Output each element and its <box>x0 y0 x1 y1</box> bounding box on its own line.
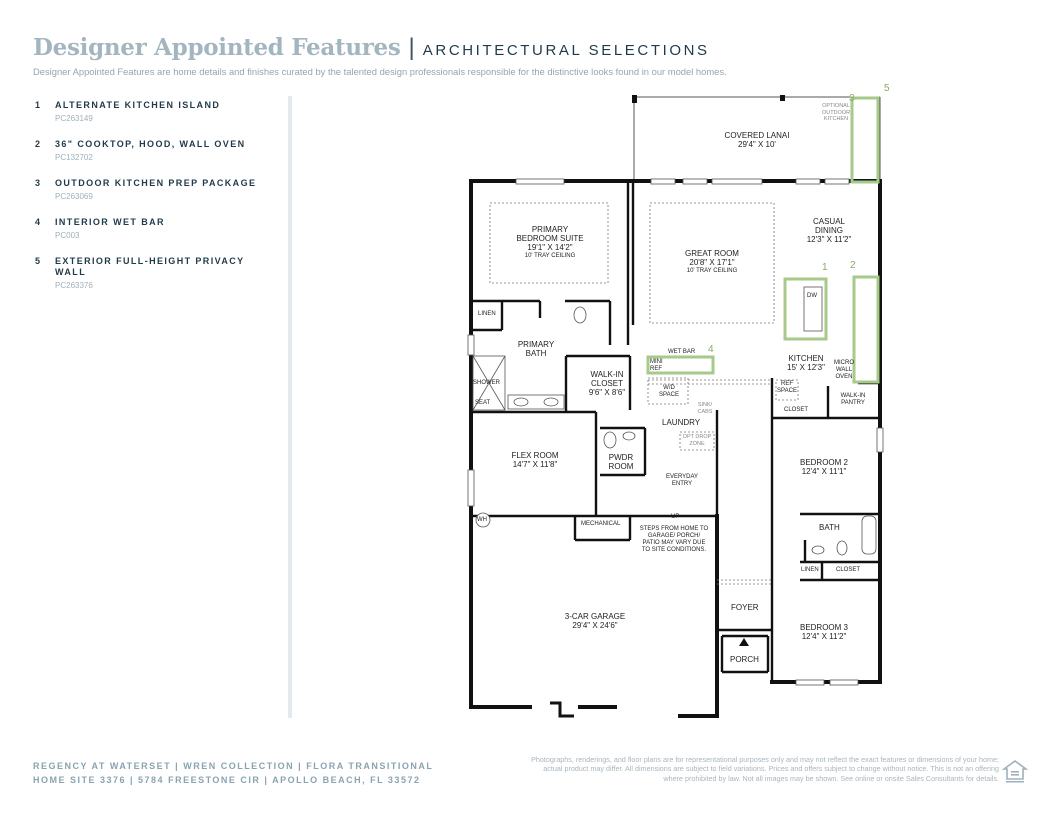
feature-item <box>35 100 265 123</box>
feature-highlights <box>648 98 878 382</box>
page-header <box>33 34 710 62</box>
feature-number: 5 <box>35 256 41 266</box>
up-label: UP <box>671 514 680 520</box>
feature-label: OUTDOOR KITCHEN PREP PACKAGE <box>55 178 257 188</box>
marker-3: 3 <box>849 93 855 104</box>
garage-door-notch <box>550 703 574 716</box>
feature-label: ALTERNATE KITCHEN ISLAND <box>55 100 221 110</box>
powder-room-label: PWDR ROOM <box>608 453 634 471</box>
mini-ref-label: MINI REF <box>650 359 663 372</box>
wet-bar-label: WET BAR <box>668 349 696 355</box>
entry-arrow <box>739 638 749 646</box>
feature-label: EXTERIOR FULL-HEIGHT PRIVACY WALL <box>55 256 245 277</box>
address-line: HOME SITE 3376 | 5784 FREESTONE CIR | APOLLO BEACH, FL 33572 <box>33 775 421 785</box>
lanai-label: COVERED LANAI 29'4" X 10' <box>724 131 790 149</box>
feature-code: PC003 <box>55 231 80 240</box>
ref-space-label: REF SPACE <box>777 381 797 394</box>
wd-space-label: W/D SPACE <box>659 385 679 398</box>
shower-label: SHOWER <box>473 380 500 386</box>
porch-label: PORCH <box>730 655 759 664</box>
foyer-label: FOYER <box>731 603 759 612</box>
feature-number: 4 <box>35 217 41 227</box>
feature-number: 2 <box>35 139 41 149</box>
dashed-lines <box>490 203 798 584</box>
closet-label: CLOSET <box>784 407 809 413</box>
community-line: REGENCY AT WATERSET | WREN COLLECTION | FLORA TRANSITIONAL <box>33 761 434 771</box>
feature-code: PC263149 <box>55 114 93 123</box>
casual-dining-label: CASUAL DINING 12'3" X 11'2" <box>806 217 852 244</box>
interior-walls <box>471 181 880 682</box>
linen-label-2: LINEN <box>801 567 819 573</box>
seat-label: SEAT <box>475 400 491 406</box>
feature-item <box>35 178 265 201</box>
bath-label: BATH <box>819 523 840 532</box>
closet-label-2: CLOSET <box>836 567 861 573</box>
disclaimer: Photographs, renderings, and floor plans are for representational purposes only and may not reflect the exact features or dimensions of your home; actual product may differ. All dimensions are subject to field variations. Prices and offers subject to change without notice. This is not an offering where prohibited by law. Not all images may be shown. See online or onsite Sales Consultants for details. <box>531 755 999 783</box>
marker-5: 5 <box>884 83 890 94</box>
feature-item <box>35 256 265 290</box>
walk-in-pantry-label: WALK-IN PANTRY <box>840 393 866 406</box>
outdoor-kitchen-label: OPTIONAL OUTDOOR KITCHEN <box>821 103 851 122</box>
micro-wall-oven-label: MICRO WALL OVEN <box>834 360 854 380</box>
equal-housing-icon <box>1002 759 1028 785</box>
great-room-label: GREAT ROOM 20'8" X 17'1" 10' TRAY CEILING <box>685 249 739 274</box>
lanai-post <box>632 95 637 103</box>
lanai-outline <box>634 97 880 181</box>
feature-number: 3 <box>35 178 41 188</box>
bedroom-2-label: BEDROOM 2 12'4" X 11'1" <box>799 458 848 476</box>
mechanical-label: MECHANICAL <box>581 521 621 527</box>
primary-bath-label: PRIMARY BATH <box>517 340 555 358</box>
laundry-label: LAUNDRY <box>662 418 701 427</box>
exterior-walls <box>471 181 880 716</box>
feature-list <box>35 100 265 306</box>
page-title: Designer Appointed Features <box>33 34 401 61</box>
dishwasher-label: DW <box>807 293 817 299</box>
marker-2: 2 <box>850 260 856 271</box>
title-separator: | <box>408 34 415 61</box>
feature-label: 36" COOKTOP, HOOD, WALL OVEN <box>55 139 246 149</box>
windows <box>468 179 883 685</box>
footer-community <box>33 759 433 787</box>
marker-1: 1 <box>822 262 828 273</box>
page-description: Designer Appointed Features are home details and finishes curated by the talented design professionals responsible for the distinctive looks found in our model homes. <box>33 66 727 77</box>
steps-note: STEPS FROM HOME TO GARAGE/ PORCH/ PATIO MAY VARY DUE TO SITE CONDITIONS. <box>639 526 709 553</box>
lanai-post <box>780 95 785 101</box>
feature-item <box>35 139 265 162</box>
marker-4: 4 <box>708 344 714 355</box>
garage-label: 3-CAR GARAGE 29'4" X 24'6" <box>564 612 626 630</box>
feature-code: PC263376 <box>55 281 93 290</box>
floor-plan <box>460 80 900 730</box>
drop-zone-label: OPT DROP ZONE <box>682 434 712 447</box>
divider-bar <box>288 96 292 718</box>
sink-cabs-label: SINK/ CABS <box>697 402 713 415</box>
section-title: ARCHITECTURAL SELECTIONS <box>422 42 710 59</box>
feature-code: PC263069 <box>55 192 93 201</box>
everyday-entry-label: EVERYDAY ENTRY <box>665 474 699 487</box>
water-heater-label: WH <box>477 517 487 523</box>
kitchen-label: KITCHEN 15' X 12'3" <box>787 354 825 372</box>
feature-code: PC132702 <box>55 153 93 162</box>
bedroom-3-label: BEDROOM 3 12'4" X 11'2" <box>799 623 848 641</box>
primary-suite-label: PRIMARY BEDROOM SUITE 19'1" X 14'2" 10' TRAY CEILING <box>516 225 584 259</box>
feature-label: INTERIOR WET BAR <box>55 217 165 227</box>
linen-label: LINEN <box>478 311 496 317</box>
feature-number: 1 <box>35 100 41 110</box>
flex-room-label: FLEX ROOM 14'7" X 11'8" <box>511 451 559 469</box>
walk-in-closet-label: WALK-IN CLOSET 9'6" X 8'6" <box>588 370 626 397</box>
feature-item <box>35 217 265 240</box>
